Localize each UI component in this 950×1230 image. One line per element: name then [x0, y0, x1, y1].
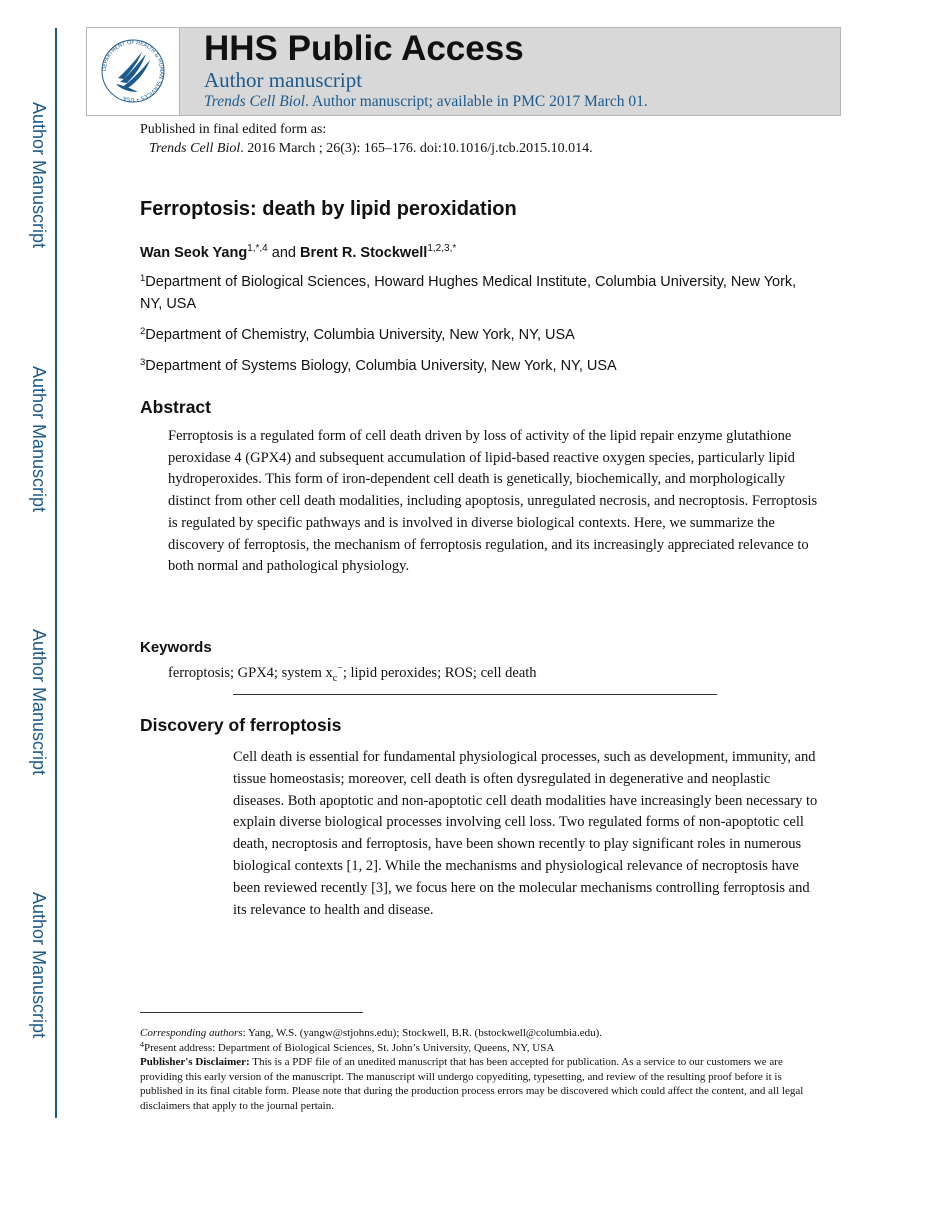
keywords-heading: Keywords [140, 639, 212, 656]
present-address-footnote [140, 1041, 820, 1056]
affiliation-sup: 2 [140, 326, 146, 337]
hhs-header-banner [86, 27, 841, 116]
citation [149, 141, 593, 157]
abstract-text: Ferroptosis is a regulated form of cell death driven by loss of activity of the lipid repair enzyme glutathione peroxidase 4 (GPX4) and subsequent accumulation of lipid-based reactive oxygen species, particularly lipid hydroperoxides. This form of iron-dependent cell death is genetically, biochemically, and morphologically distinct from other cell death modalities, including apoptosis, unregulated necrosis, and necroptosis. Ferroptosis is regulated by specific pathways and is involved in diverse biological contexts. Here, we summarize the discovery of ferroptosis, the mechanism of ferroptosis regulation, and its increasingly appreciated relevance to both normal and pathological physiology. [168, 428, 818, 575]
keywords-sub: c [332, 672, 338, 684]
affiliation-text: Department of Chemistry, Columbia University, New York, NY, USA [145, 327, 575, 343]
hhs-public-access-title: HHS Public Access [204, 29, 524, 68]
margin-label-2: Author Manuscript [29, 366, 49, 513]
keywords-after: ; lipid peroxides; ROS; cell death [342, 665, 537, 681]
author-sup: 1,*,4 [247, 243, 268, 254]
disclaimer-label: Publisher's Disclaimer: [140, 1056, 250, 1068]
affiliation-sup: 1 [140, 273, 146, 284]
author-name: Wan Seok Yang [140, 245, 248, 261]
author-name: Brent R. Stockwell [300, 245, 428, 261]
author-sup: 1,2,3,* [427, 243, 457, 254]
publisher-disclaimer [140, 1055, 820, 1113]
disclaimer-text: This is a PDF file of an unedited manuscript that has been accepted for publication. As a service to our customers we are providing this early version of the manuscript. The manuscript will undergo copyediting, typesetting, and review of the resulting proof before it is published in its final citable form. Please note that during the production process errors may be discovered which could affect the content, and all legal disclaimers that apply to the journal pertain. [140, 1056, 804, 1112]
citation-details: . 2016 March ; 26(3): 165–176. doi:10.1016/j.tcb.2015.10.014. [240, 141, 593, 156]
section-separator [233, 694, 717, 695]
discovery-heading: Discovery of ferroptosis [140, 715, 342, 735]
corresponding-text: : Yang, W.S. (yangw@stjohns.edu); Stockwell, B.R. (bstockwell@columbia.edu). [242, 1027, 602, 1039]
affiliation-3 [140, 355, 820, 377]
abstract-heading: Abstract [140, 397, 211, 417]
author-list [140, 245, 456, 261]
affiliation-2 [140, 324, 820, 346]
keywords-line [168, 665, 537, 684]
author-joiner: and [271, 245, 296, 261]
availability-journal: Trends Cell Biol [204, 93, 306, 110]
corresponding-footnote [140, 1026, 820, 1041]
affiliation-sup: 3 [140, 357, 146, 368]
hhs-logo [87, 28, 180, 115]
published-label: Published in final edited form as: [140, 122, 327, 137]
availability-rest: . Author manuscript; available in PMC 2017 March 01. [305, 93, 648, 110]
keywords-sup: − [337, 663, 343, 674]
corresponding-label: Corresponding authors [140, 1027, 243, 1039]
logo-ring-text: DEPARTMENT OF HEALTH & HUMAN SERVICES • USA [101, 39, 165, 103]
footnotes [140, 1026, 820, 1113]
margin-label-3: Author Manuscript [29, 629, 49, 776]
present-text: Present address: Department of Biological Sciences, St. John’s University, Queens, NY, USA [144, 1041, 555, 1054]
margin-label-1: Author Manuscript [29, 102, 49, 249]
footnote-rule [140, 1012, 363, 1013]
availability-line [204, 93, 648, 111]
article-title: Ferroptosis: death by lipid peroxidation [140, 198, 517, 220]
margin-label-4: Author Manuscript [29, 892, 49, 1039]
present-sup: 4 [140, 1039, 144, 1049]
margin-rule [55, 28, 57, 1118]
citation-journal: Trends Cell Biol [149, 141, 241, 156]
affiliation-1 [140, 271, 820, 315]
author-manuscript-subtitle: Author manuscript [204, 68, 363, 92]
discovery-paragraph: Cell death is essential for fundamental physiological processes, such as development, immunity, and tissue homeostasis; moreover, cell death is often dysregulated in degenerative and neoplastic diseases. Both apoptotic and non-apoptotic cell death modalities have increasingly been necessary to explain diverse biological processes involving cell loss. Two regulated forms of non-apoptotic cell death, necroptosis and ferroptosis, have been shown recently to play significant roles in numerous biological contexts [1, 2]. While the mechanisms and physiological relevance of necroptosis have been reviewed recently [3], we focus here on the molecular mechanisms controlling ferroptosis and its relevance to health and disease. [233, 749, 818, 918]
affiliation-text: Department of Systems Biology, Columbia University, New York, NY, USA [145, 358, 617, 374]
keywords-before: ferroptosis; GPX4; system x [168, 665, 333, 681]
affiliation-text: Department of Biological Sciences, Howard Hughes Medical Institute, Columbia University, New York, NY, USA [140, 274, 797, 312]
hhs-eagle-seal-icon [100, 38, 166, 104]
